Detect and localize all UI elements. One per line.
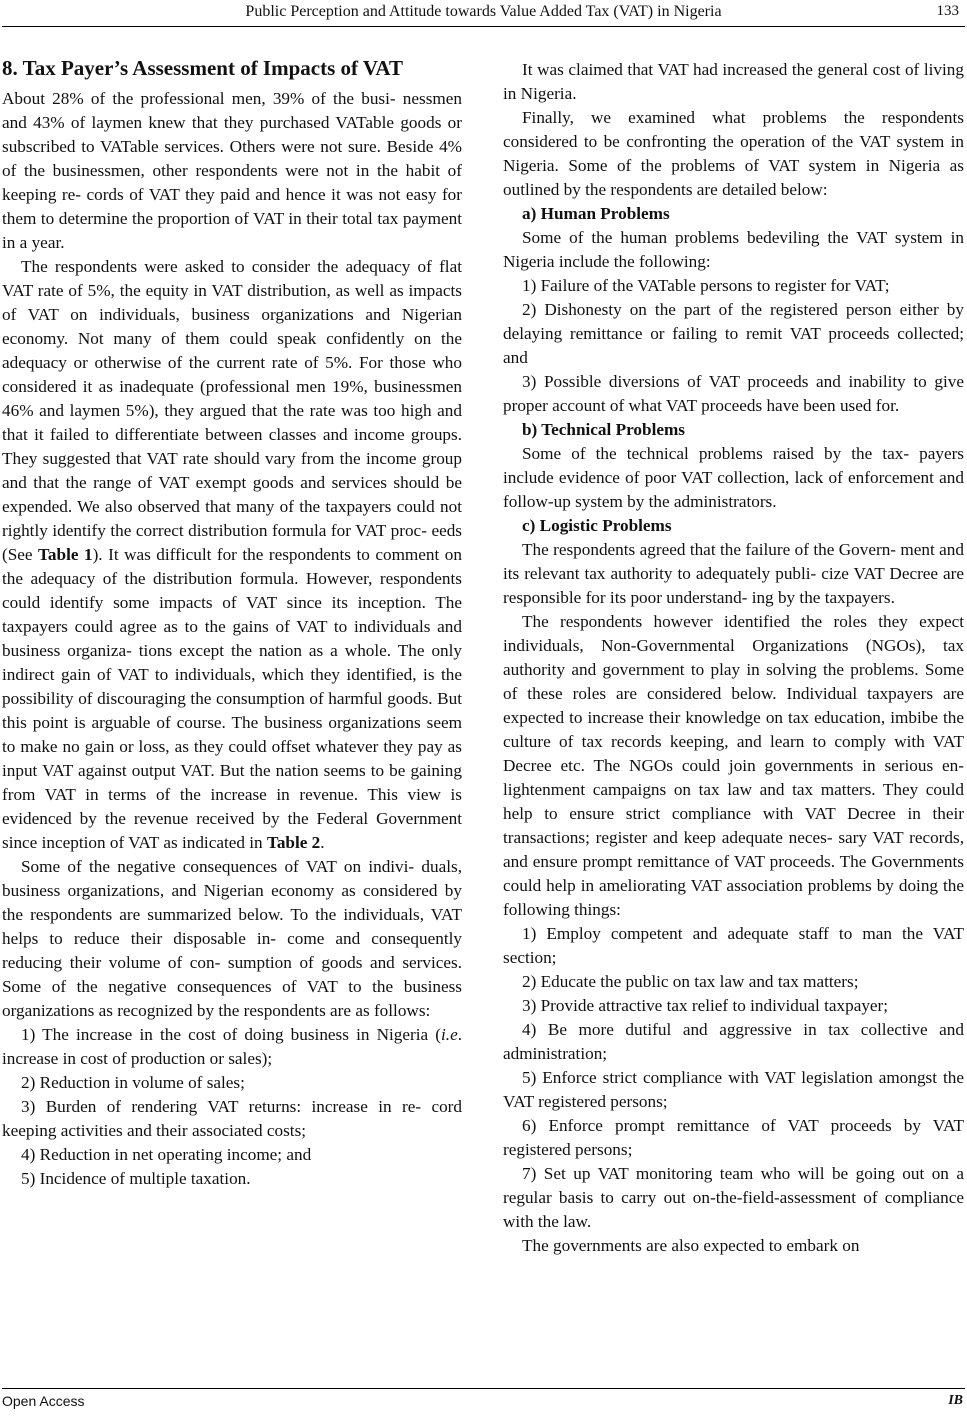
list-item: 4) Be more dutiful and aggressive in tax collective and administration; [503,1020,964,1063]
list-item: 3) Provide attractive tax relief to individual taxpayer; [522,996,889,1015]
running-title: Public Perception and Attitude towards Value Added Tax (VAT) in Nigeria [245,3,722,20]
list-item: 1) Failure of the VATable persons to register for VAT; [522,276,890,295]
subheading-logistic-problems: c) Logistic Problems [522,516,672,535]
paragraph: The respondents agreed that the failure of the Govern- ment and its relevant tax authority to adequately publi- cize VAT Decree are responsible for its poor understand- ing by the taxpayers. [503,540,964,607]
abbrev-italic: i.e [441,1025,458,1044]
list-item: 6) Enforce prompt remittance of VAT proceeds by VAT registered persons; [503,1116,964,1159]
list-item: 5) Enforce strict compliance with VAT legislation amongst the VAT registered persons; [503,1068,964,1111]
table-reference[interactable]: Table 1 [38,545,93,564]
text-span: The respondents were asked to consider the adequacy of flat VAT rate of 5%, the equity in VAT distribution, as well as impacts of VAT on individuals, business organizations and Nigerian economy. Not many of them could speak confidently on the adequacy or otherwise of the current rate of 5%. For those who considered it as inadequate (professional men 19%, businessmen 46% and laymen 5%), they argued that the rate was too high and that it failed to differentiate between classes and income groups. They suggested that VAT rate should vary from the income group and that the range of VAT exempt goods and services should be expended. We also observed that many of the taxpayers could not rightly identify the correct distribution formula for VAT proc- eeds (See [2,257,462,564]
page-footer [0,1393,967,1413]
text-span: 1) The increase in the cost of doing business in Nigeria ( [21,1025,441,1044]
list-item: 5) Incidence of multiple taxation. [21,1169,251,1188]
section-heading: 8. Tax Payer’s Assessment of Impacts of VAT [2,56,403,80]
paragraph: Some of the human problems bedeviling the VAT system in Nigeria include the following: [503,228,964,271]
list-item: 1) Employ competent and adequate staff to man the VAT section; [503,924,964,967]
page-number: 133 [936,3,959,19]
list-item: 2) Reduction in volume of sales; [21,1073,245,1092]
list-item: 7) Set up VAT monitoring team who will be going out on a regular basis to carry out on-the-field-assessment of compliance with the law. [503,1164,964,1231]
list-item [2,1023,462,1071]
list-item: 3) Burden of rendering VAT returns: increase in re- cord keeping activities and their associated costs; [2,1097,462,1140]
paragraph: The respondents however identified the roles they expect individuals, Non-Governmental Organizations (NGOs), tax authority and government to play in solving the problems. Some of these roles are considered below. Individual taxpayers are expected to increase their knowledge on tax education, imbibe the culture of tax records keeping, and learn to comply with VAT Decree etc. The NGOs could join governments in serious en- lightenment campaigns on tax law and tax matters. They could help to ensure strict compliance with VAT Decree in their transactions; register and keep adequate neces- sary VAT records, and ensure prompt remittance of VAT proceeds. The Governments could help in ameliorating VAT association problems by doing the following things: [503,612,964,919]
list-item: 4) Reduction in net operating income; and [21,1145,312,1164]
table-reference[interactable]: Table 2 [266,833,321,852]
paragraph: Some of the technical problems raised by the tax- payers include evidence of poor VAT collection, lack of enforcement and follow-up system by the administrators. [503,444,964,511]
paragraph: The governments are also expected to embark on [522,1236,860,1255]
paragraph: About 28% of the professional men, 39% of the busi- nessmen and 43% of laymen knew that they purchased VATable goods or subscribed to VATable services. Others were not sure. Beside 4% of the businessmen, other respondents were not in the habit of keeping re- cords of VAT they paid and hence it was not easy for them to determine the proportion of VAT in their total tax payment in a year. [2,89,462,252]
footer-divider [2,1388,965,1389]
header-divider [2,26,965,27]
list-item: 2) Dishonesty on the part of the registered person either by delaying remittance or failing to remit VAT proceeds collected; and [503,300,964,367]
journal-abbrev: IB [948,1393,963,1408]
open-access-label: Open Access [2,1393,85,1409]
text-span: . increase in cost of production or sales); [2,1025,462,1068]
list-item: 2) Educate the public on tax law and tax matters; [522,972,859,991]
subheading-human-problems: a) Human Problems [522,204,670,223]
right-column [503,58,964,1258]
paragraph [2,255,462,855]
text-span: . [320,833,325,852]
subheading-technical-problems: b) Technical Problems [522,420,685,439]
running-header [0,2,967,24]
text-span: ). It was difficult for the respondents to comment on the adequacy of the distribution formula. However, respondents could identify some impacts of VAT since its inception. The taxpayers could agree as to the gains of VAT to individuals and business organiza- tions except the nation as a whole. The only indirect gain of VAT to individuals, which they identified, is the possibility of discouraging the consumption of harmful goods. But this point is arguable of course. The business organizations seem to make no gain or loss, as they could offset whatever they pay as input VAT against output VAT. But the nation seems to be gaining from VAT in terms of the increase in revenue. This view is evidenced by the revenue received by the Federal Government since inception of VAT as indicated in [2,545,462,852]
paragraph: It was claimed that VAT had increased the general cost of living in Nigeria. [503,60,964,103]
list-item: 3) Possible diversions of VAT proceeds and inability to give proper account of what VAT proceeds have been used for. [503,372,964,415]
left-column [2,56,462,1191]
paragraph: Some of the negative consequences of VAT on indivi- duals, business organizations, and Nigerian economy as considered by the respondents are summarized below. To the individuals, VAT helps to reduce their disposable in- come and consequently reducing their volume of con- sumption of goods and services. Some of the negative consequences of VAT to the business organizations as recognized by the respondents are as follows: [2,857,462,1020]
paragraph: Finally, we examined what problems the respondents considered to be confronting the operation of the VAT system in Nigeria. Some of the problems of VAT system in Nigeria as outlined by the respondents are detailed below: [503,108,964,199]
